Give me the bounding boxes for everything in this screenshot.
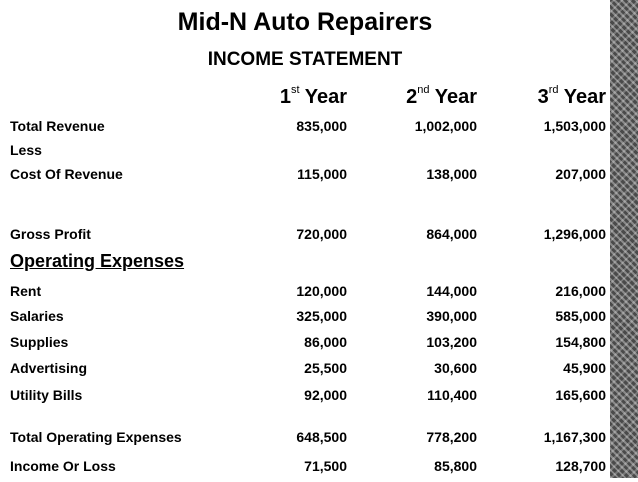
- cell-year-2: 85,800: [434, 458, 477, 474]
- cell-year-2: 30,600: [434, 360, 477, 376]
- cell-year-3: 45,900: [563, 360, 606, 376]
- cell-year-2: 1,002,000: [414, 118, 477, 134]
- cell-year-3: 1,167,300: [543, 429, 606, 445]
- cell-year-3: 165,600: [555, 387, 606, 403]
- row-label: Cost Of Revenue: [10, 166, 123, 182]
- row-salaries: [10, 308, 606, 332]
- cell-year-2: 144,000: [426, 283, 477, 299]
- cell-year-3: 1,296,000: [543, 226, 606, 242]
- row-label: Utility Bills: [10, 387, 83, 403]
- row-label: Less: [10, 142, 42, 158]
- row-total-revenue: [10, 118, 606, 142]
- cell-year-1: 92,000: [304, 387, 347, 403]
- cell-year-3: 128,700: [555, 458, 606, 474]
- row-label: Gross Profit: [10, 226, 91, 242]
- statement-subtitle: INCOME STATEMENT: [207, 49, 403, 70]
- row-income-or-loss: [10, 458, 606, 482]
- column-header-year-1: 1st Year: [279, 84, 347, 108]
- row-label: Total Operating Expenses: [10, 429, 182, 445]
- cell-year-2: 103,200: [426, 334, 477, 350]
- cell-year-2: 390,000: [426, 308, 477, 324]
- column-header-year-3: 3rd Year: [537, 84, 606, 108]
- section-heading-operating-expenses: Operating Expenses: [10, 251, 185, 271]
- cell-year-1: 835,000: [296, 118, 347, 134]
- row-label: Total Revenue: [10, 118, 105, 134]
- cell-year-2: 864,000: [426, 226, 477, 242]
- row-gross-profit: [10, 226, 606, 250]
- row-advertising: [10, 360, 606, 384]
- cell-year-1: 115,000: [297, 166, 347, 182]
- row-total-operating-expenses: [10, 429, 606, 453]
- cell-year-2: 138,000: [426, 166, 477, 182]
- cell-year-1: 648,500: [296, 429, 347, 445]
- cell-year-1: 86,000: [304, 334, 347, 350]
- cell-year-3: 585,000: [555, 308, 606, 324]
- cell-year-1: 325,000: [296, 308, 347, 324]
- cell-year-3: 207,000: [555, 166, 606, 182]
- decorative-texture-border: [610, 0, 638, 478]
- cell-year-3: 216,000: [555, 283, 606, 299]
- row-label: Rent: [10, 283, 42, 299]
- row-less: [10, 142, 606, 166]
- cell-year-2: 110,400: [427, 387, 477, 403]
- cell-year-1: 25,500: [304, 360, 347, 376]
- cell-year-2: 778,200: [426, 429, 477, 445]
- cell-year-1: 71,500: [304, 458, 347, 474]
- row-rent: [10, 283, 606, 307]
- row-utility-bills: [10, 387, 606, 411]
- cell-year-1: 720,000: [296, 226, 347, 242]
- cell-year-1: 120,000: [296, 283, 347, 299]
- cell-year-3: 154,800: [555, 334, 606, 350]
- row-label: Salaries: [10, 308, 64, 324]
- row-cost-of-revenue: [10, 166, 606, 190]
- row-label: Income Or Loss: [10, 458, 116, 474]
- row-label: Advertising: [10, 360, 88, 376]
- page-title: Mid-N Auto Repairers: [177, 8, 433, 36]
- row-label: Supplies: [10, 334, 69, 350]
- cell-year-3: 1,503,000: [543, 118, 606, 134]
- column-header-year-2: 2nd Year: [406, 84, 477, 108]
- row-supplies: [10, 334, 606, 358]
